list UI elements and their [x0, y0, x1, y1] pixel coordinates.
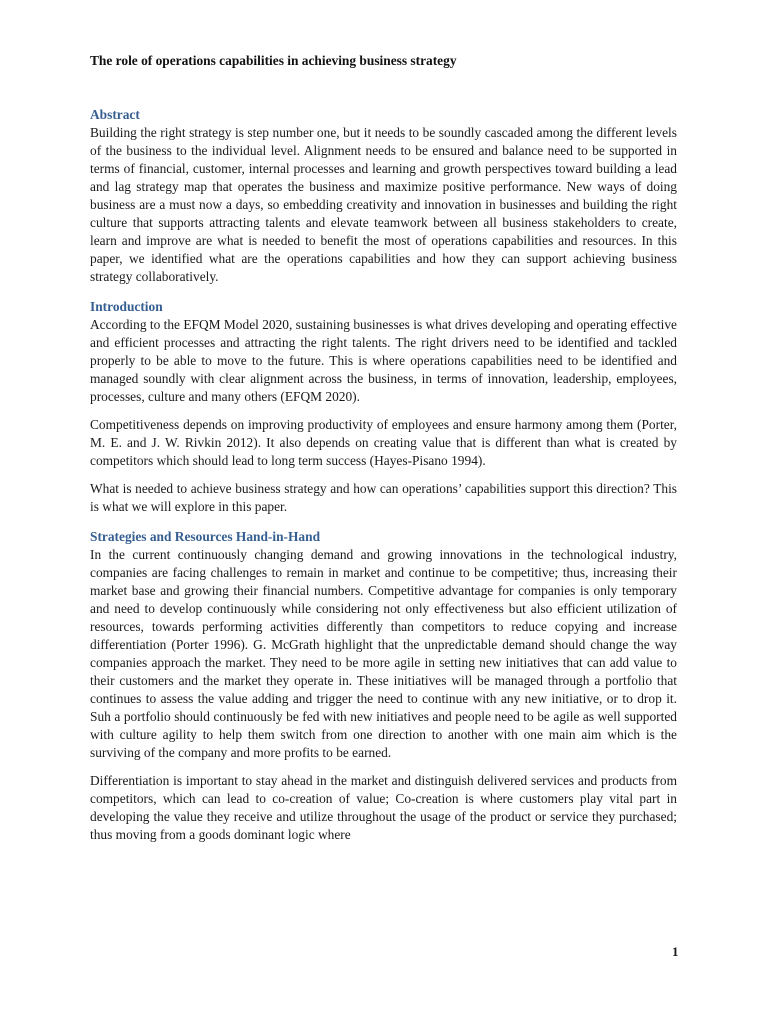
- introduction-paragraph-3: What is needed to achieve business strategy and how can operations’ capabilities support this direction? This is what we will explore in this paper.: [90, 481, 677, 514]
- introduction-paragraph-2: Competitiveness depends on improving productivity of employees and ensure harmony among them (Porter, M. E. and J. W. Rivkin 2012). It also depends on creating value that is different than what is created by competitors which should lead to long term success (Hayes-Pisano 1994).: [90, 417, 677, 468]
- section-introduction: [90, 298, 677, 516]
- section-strategies-resources: [90, 528, 677, 844]
- abstract-paragraph: Building the right strategy is step number one, but it needs to be soundly cascaded among the different levels of the business to the individual level. Alignment needs to be ensured and balance need to be supported in terms of financial, customer, internal processes and learning and growth perspectives toward building a lead and lag strategy map that operates the business and maximize positive performance. New ways of doing business are a must now a days, so embedding creativity and innovation in businesses and building the right culture that supports attracting talents and elevate teamwork between all business stakeholders to create, learn and improve are what is needed to benefit the most of operations capabilities and resources. In this paper, we identified what are the operations capabilities and how they can support achieving business strategy collaboratively.: [90, 125, 677, 284]
- document-page: [90, 52, 677, 856]
- section-heading-strategies-resources: Strategies and Resources Hand-in-Hand: [90, 529, 321, 544]
- section-heading-introduction: Introduction: [90, 299, 163, 314]
- introduction-paragraph-1: According to the EFQM Model 2020, sustaining businesses is what drives developing and operating effective and efficient processes and attracting the right talents. The right drivers need to be identified and tackled properly to be able to move to the future. This is where operations capabilities need to be identified and managed soundly with clear alignment across the business, in terms of innovation, leadership, employees, processes, culture and many others (EFQM 2020).: [90, 317, 677, 404]
- section-abstract: [90, 106, 677, 286]
- strategies-paragraph-2: Differentiation is important to stay ahead in the market and distinguish delivered services and products from competitors, which can lead to co-creation of value; Co-creation is where customers play vital part in developing the value they receive and utilize throughout the usage of the product or service they purchased; thus moving from a goods dominant logic where: [90, 773, 677, 842]
- strategies-paragraph-1: In the current continuously changing demand and growing innovations in the technological industry, companies are facing challenges to remain in market and continue to be competitive; thus, increasing their market base and growing their financial numbers. Competitive advantage for companies is only temporary and need to develop continuously while considering not only effectiveness but also efficient utilization of resources, towards performing activities differently than competitors to reduce copying and increase differentiation (Porter 1996). G. McGrath highlight that the unpredictable demand should change the way companies approach the market. They need to be more agile in setting new initiatives that can add value to their customers and the market they operate in. These initiatives will be managed through a portfolio that continues to assess the value adding and trigger the need to continue with any new initiative, or to drop it. Suh a portfolio should continuously be fed with new initiatives and people need to be agile as well supported with culture agility to help them switch from one direction to another with one main aim which is the surviving of the company and more profits to be earned.: [90, 547, 677, 760]
- document-title: The role of operations capabilities in achieving business strategy: [90, 53, 457, 68]
- section-heading-abstract: Abstract: [90, 107, 140, 122]
- page-number: 1: [672, 944, 679, 959]
